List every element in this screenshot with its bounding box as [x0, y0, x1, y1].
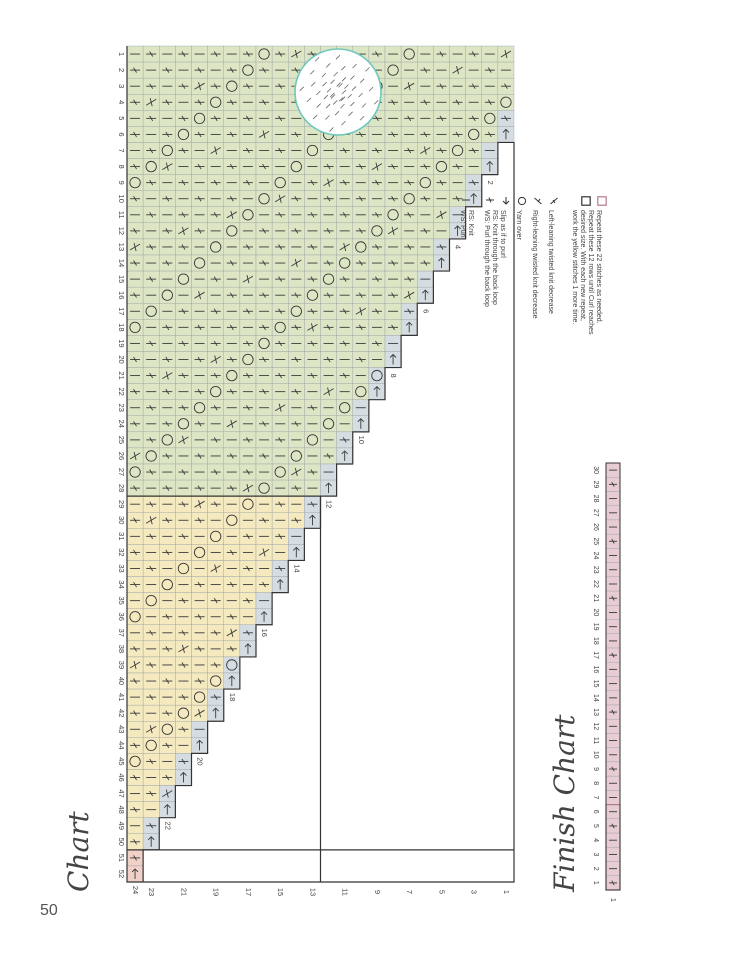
row-label: 17: [243, 887, 253, 897]
row-label-edge: 8: [389, 373, 399, 378]
row-label-edge: 22: [163, 821, 173, 830]
left-decrease-icon: [544, 196, 562, 206]
legend-text: work the yellow stitches 1 more time.: [571, 210, 578, 325]
legend-text: Repeat these 12 rows until Curl reaches: [587, 210, 594, 335]
stitch-number: 7: [117, 148, 127, 153]
legend-text: WS: Purl: [459, 210, 466, 238]
finish-stitch-number: 20: [592, 608, 600, 617]
stitch-number: 33: [117, 564, 127, 573]
legend-item: [544, 196, 562, 314]
stitch-number: 22: [117, 387, 127, 396]
stitch-number: 13: [117, 242, 127, 252]
finish-stitch-number: 19: [592, 622, 600, 631]
stitch-number: 14: [117, 258, 127, 268]
finish-stitch-number: 30: [592, 466, 600, 475]
stitch-number: 8: [117, 164, 127, 169]
finish-stitch-number: 22: [592, 580, 600, 588]
finish-stitch-number: 8: [592, 781, 600, 786]
finish-stitch-number: 15: [592, 679, 600, 688]
finish-stitch-number: 10: [592, 750, 600, 759]
finish-stitch-number: 14: [592, 693, 600, 702]
stitch-number: 37: [117, 628, 127, 637]
stitch-number: 24: [117, 419, 127, 428]
finish-stitch-number: 3: [592, 852, 600, 857]
row-label-edge: 14: [292, 564, 302, 573]
repeat-22-stitches-box-icon: [592, 196, 610, 206]
stitch-number: 21: [117, 371, 127, 380]
row-label-edge: 24: [131, 885, 141, 895]
stitch-number: 42: [117, 709, 127, 718]
stitch-number: 35: [117, 596, 127, 605]
finish-stitch-number: 27: [592, 508, 600, 517]
row-label-edge: 12: [324, 499, 334, 509]
swatch-circle: [295, 49, 381, 135]
stitch-number: 50: [117, 837, 127, 846]
stitch-number: 19: [117, 339, 127, 348]
row-label: 7: [405, 889, 415, 895]
row-label: 21: [179, 887, 189, 897]
finish-stitch-number: 17: [592, 651, 600, 660]
stitch-number: 31: [117, 532, 127, 541]
stitch-number: 43: [117, 725, 127, 734]
legend-text: Right-leaning twisted knit decrease: [531, 210, 538, 319]
stitch-number: 2: [117, 68, 127, 73]
knit-icon: [456, 196, 474, 206]
legend-text: WS: Purl through the back loop: [483, 210, 490, 307]
stitch-number: 6: [117, 132, 127, 137]
finish-stitch-number: 4: [592, 838, 600, 843]
swatch-thumbnail: [295, 49, 381, 135]
finish-stitch-number: 16: [592, 665, 600, 674]
stitch-number: 36: [117, 612, 127, 621]
legend-text: RS: Knit through the back loop: [491, 210, 498, 305]
stitch-number: 49: [117, 821, 127, 830]
row-label: 5: [437, 889, 447, 895]
stitch-number: 41: [117, 692, 127, 702]
finish-stitch-number: 29: [592, 480, 600, 489]
stitch-number: 5: [117, 116, 127, 121]
legend-text: Slip as if to purl: [499, 210, 506, 258]
finish-stitch-number: 13: [592, 708, 600, 716]
row-label: 1: [501, 889, 511, 895]
stitch-number: 23: [117, 403, 127, 412]
finish-stitch-number: 12: [592, 722, 600, 731]
chart-title: Chart: [62, 811, 95, 892]
finish-stitch-number: 18: [592, 637, 600, 645]
page-number: 50: [40, 902, 58, 919]
stitch-number: 27: [117, 467, 127, 477]
finish-stitch-number: 25: [592, 537, 600, 546]
stitch-number: 46: [117, 773, 127, 782]
stitch-number: 48: [117, 805, 127, 814]
finish-stitch-number: 9: [592, 767, 600, 771]
legend-text: Repeat these 22 stitches as needed.: [595, 210, 602, 324]
finish-stitch-number: 26: [592, 523, 600, 531]
stitch-number: 51: [117, 853, 127, 863]
row-label: 9: [372, 889, 382, 895]
stitch-number: 15: [117, 274, 127, 284]
row-label-edge: 18: [227, 692, 237, 702]
stitch-number: 4: [117, 100, 127, 105]
finish-stitch-number: 28: [592, 494, 600, 503]
finish-stitch-number: 24: [592, 551, 600, 560]
row-label-edge: 10: [356, 435, 366, 445]
stitch-number: 30: [117, 516, 127, 525]
row-label: 13: [308, 887, 318, 897]
stitch-number: 9: [117, 180, 127, 185]
stitch-number: 44: [117, 741, 127, 750]
legend-text: Yarn over: [515, 210, 522, 240]
finish-stitch-number: 5: [592, 823, 600, 828]
stitch-number: 20: [117, 355, 127, 364]
row-label-edge: 20: [195, 757, 205, 766]
stitch-number: 28: [117, 483, 127, 493]
row-label: 23: [147, 887, 157, 897]
finish-stitch-number: 2: [592, 866, 600, 871]
row-label-edge: 4: [453, 244, 463, 250]
row-label-edge: 6: [421, 309, 431, 314]
stitch-number: 38: [117, 644, 127, 654]
finish-stitch-number: 6: [592, 809, 600, 814]
finish-stitch-number: 21: [592, 594, 600, 603]
stitch-number: 40: [117, 676, 127, 686]
legend-item: [592, 196, 610, 324]
legend-text: desired size. With each new repeat,: [579, 210, 586, 321]
row-label: 19: [211, 887, 221, 897]
stitch-number: 11: [117, 210, 127, 219]
finish-stitch-number: 1: [592, 880, 600, 885]
stitch-number: 29: [117, 500, 127, 509]
legend-text: Left-leaning twisted knit decrease: [547, 210, 554, 314]
stitch-number: 18: [117, 323, 127, 332]
stitch-number: 12: [117, 226, 127, 236]
legend-item: [568, 196, 594, 335]
stitch-number: 16: [117, 291, 127, 300]
stitch-number: 52: [117, 869, 127, 879]
stitch-number: 39: [117, 660, 127, 670]
stitch-number: 32: [117, 548, 127, 557]
finish-row-label: 1: [609, 898, 617, 902]
stitch-number: 25: [117, 435, 127, 445]
stitch-number: 17: [117, 307, 127, 316]
row-label: 11: [340, 888, 350, 896]
row-label-edge: 16: [260, 628, 270, 637]
stitch-number: 47: [117, 789, 127, 798]
row-label: 3: [469, 889, 479, 895]
stitch-number: 45: [117, 757, 127, 766]
row-label: 15: [276, 887, 286, 897]
finish-chart-title: Finish Chart: [548, 714, 581, 892]
stitch-number: 10: [117, 194, 127, 203]
finish-stitch-number: 23: [592, 565, 600, 574]
finish-stitch-number: 7: [592, 795, 600, 800]
stitch-number: 1: [117, 51, 127, 57]
legend-text: RS: Knit: [467, 210, 474, 236]
legend-item: [456, 196, 474, 238]
stitch-number: 34: [117, 580, 127, 589]
finish-stitch-number: 11: [592, 736, 600, 745]
finish-chart: [592, 463, 620, 902]
row-label-edge: 2: [485, 180, 495, 185]
stitch-number: 26: [117, 451, 127, 461]
stitch-number: 3: [117, 84, 127, 89]
